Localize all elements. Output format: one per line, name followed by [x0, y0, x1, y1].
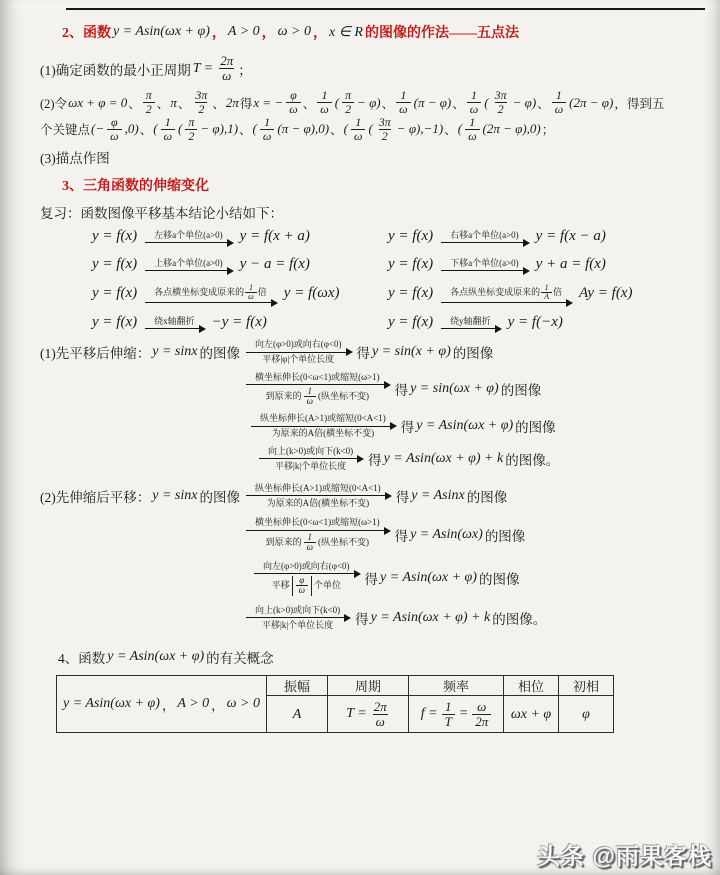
math: y = f(x − a)	[535, 227, 606, 244]
math: (	[484, 94, 489, 110]
arrow-label-bottom: 平移|φ|个单位长度	[262, 354, 335, 365]
arrow-label-top: 绕y轴翻折	[441, 316, 500, 330]
transform-rule-shift-left	[90, 228, 386, 245]
math: y = sin(x + φ)	[372, 344, 451, 360]
fraction: $\frac{1}{T}$	[442, 700, 455, 729]
math: y − a = f(x)	[239, 255, 310, 272]
math: 2π	[225, 94, 239, 110]
txt: 得	[394, 383, 409, 399]
txt: 的图像	[500, 383, 542, 399]
math: (π − φ),0)	[277, 121, 330, 137]
fraction	[217, 54, 236, 83]
txt: 个关键点	[40, 123, 91, 138]
fraction: $\frac{3\pi}{2}$	[494, 88, 507, 117]
txt: ，得到五	[614, 96, 665, 111]
math: y = Asin(ωx + φ)	[107, 649, 205, 665]
txt: (纵坐标不变)	[317, 536, 369, 547]
txt: 的图像。	[492, 612, 547, 627]
fraction: $\frac{1}{\omega}$	[161, 116, 175, 143]
fraction: $\frac{1}{\omega}$	[317, 89, 331, 116]
heading-text: 3、三角函数的伸缩变化	[62, 178, 209, 194]
table-cell-amplitude: A	[267, 696, 328, 733]
txt: ；	[238, 62, 252, 78]
arrow-label-top	[145, 284, 276, 303]
transform-rule-yscale	[386, 284, 706, 303]
math: (	[252, 121, 257, 137]
transform-arrow	[246, 372, 389, 407]
arrow-label-bottom	[266, 385, 369, 406]
math: y = Asin(ωx + φ)	[416, 418, 514, 434]
math: x = −	[253, 94, 284, 110]
transform-arrow	[246, 483, 390, 510]
math: y = sinx	[152, 344, 198, 360]
table-header-row	[57, 676, 614, 696]
txt: 4、函数	[58, 651, 106, 667]
math: (	[153, 121, 158, 137]
txt: 的图像	[515, 420, 556, 436]
arrow-label-top: 横坐标伸长(0<ω<1)或缩短(ω>1)	[246, 372, 389, 386]
math: (π − φ)	[413, 94, 452, 110]
txt: 到原来的	[265, 536, 302, 547]
math: A > 0	[177, 696, 210, 712]
math: (	[368, 121, 373, 137]
block2-step-3	[248, 561, 706, 596]
heading-section-2	[62, 22, 706, 42]
txt: 、	[302, 96, 316, 111]
math: y = Asin(ωx + φ)	[380, 570, 477, 586]
fraction: $\frac{\varphi}{\omega}$	[296, 576, 308, 596]
arrow-label-bottom: 为原来的A倍(横坐标不变)	[266, 497, 370, 508]
math: ω > 0	[277, 24, 312, 39]
math: A > 0	[227, 24, 260, 39]
txt: ，	[313, 26, 328, 41]
txt: 、	[156, 96, 170, 111]
frac-numerator: 2π	[220, 53, 234, 68]
table-cell-frequency: f = $\frac{1}{T}$ = $\frac{\omega}{2\pi}$	[409, 696, 504, 733]
transform-arrow	[246, 605, 349, 632]
math: y = f(ωx)	[283, 284, 340, 301]
math: (−	[91, 121, 105, 137]
col-header-period: 周期	[328, 676, 409, 696]
txt: (2)令	[40, 96, 68, 111]
transform-rule-xscale	[90, 284, 386, 303]
math: y = f(x)	[388, 313, 434, 330]
transform-arrow	[145, 258, 232, 272]
math: (	[343, 121, 348, 137]
math: y = f(x)	[388, 284, 434, 301]
block1-step-2	[240, 372, 706, 407]
math: y = Asin(ωx + φ)	[113, 24, 210, 39]
txt: 、	[330, 123, 343, 138]
txt: 、	[177, 96, 191, 111]
math: y = Asin(ωx + φ)	[63, 696, 160, 712]
math: − φ),1)	[200, 121, 239, 137]
txt: 得	[364, 572, 379, 588]
math: y = Asin(ωx)	[410, 526, 483, 542]
block1-step-3	[245, 413, 706, 440]
math: − φ)	[512, 94, 537, 110]
table-cell-initial-phase: φ	[559, 696, 614, 733]
transform-arrow	[441, 230, 528, 244]
block1-intro-line	[40, 339, 706, 366]
review-note	[40, 202, 706, 222]
transform-arrow	[251, 413, 395, 440]
txt: 、	[239, 123, 252, 138]
arrow-label-top: 上移a个单位(a>0)	[145, 258, 232, 272]
arrow-label-top: 横坐标伸长(0<ω<1)或缩短(ω>1)	[246, 517, 389, 531]
absolute-value-bars	[292, 576, 312, 596]
arrow-label-top: 纵坐标伸长(A>1)或缩短(0<A<1)	[251, 413, 395, 427]
txt: 、	[139, 123, 153, 138]
txt: (3)描点作图	[40, 150, 110, 166]
txt: 到原来的	[265, 391, 302, 402]
txt: 的图像	[199, 346, 240, 362]
fraction: $\frac{\pi}{2}$	[143, 89, 155, 116]
fraction: $\frac{\varphi}{\omega}$	[107, 116, 121, 143]
transform-arrow	[145, 284, 276, 303]
math: −y = f(x)	[211, 313, 267, 330]
txt: 的图像	[478, 572, 520, 588]
fraction: $\frac{1}{\omega}$	[351, 116, 365, 143]
transform-arrow	[145, 316, 204, 330]
fraction: $\frac{1}{\omega}$	[396, 89, 410, 116]
math: (2π − φ)	[569, 94, 614, 110]
table-cell-period: T = $\frac{2\pi}{\omega}$	[328, 696, 409, 733]
fraction: $\frac{1}{\omega}$	[467, 89, 481, 116]
transform-arrow	[441, 258, 528, 272]
paragraph-plot	[40, 147, 706, 167]
math: ,0)	[124, 121, 139, 137]
block2-intro-line	[40, 483, 706, 510]
paragraph-five-points	[40, 89, 706, 116]
block2-step-2	[240, 517, 706, 552]
arrow-label-top: 右移a个单位(a>0)	[441, 230, 528, 244]
txt: 得	[355, 612, 369, 627]
fraction: $\frac{\pi}{2}$	[185, 116, 197, 143]
txt: 的有关概念	[206, 651, 274, 667]
txt: 各点纵坐标变成原来的	[450, 286, 541, 297]
paragraph-period	[40, 54, 706, 83]
transform-grid	[40, 228, 706, 331]
txt: 、	[452, 96, 465, 111]
arrow-label-bottom	[272, 574, 341, 595]
txt: (1)确定函数的最小正周期	[40, 62, 191, 78]
transform-rule-shift-right	[386, 228, 706, 245]
math: y = sin(ωx + φ)	[410, 381, 499, 397]
fraction: $\frac{3\pi}{2}$	[378, 114, 391, 143]
heading-tail: 的图像的作法——五点法	[364, 26, 519, 41]
math: y = f(x + a)	[239, 227, 310, 244]
txt: 的图像。	[505, 453, 560, 469]
table-cell-function	[57, 676, 267, 733]
arrow-label-bottom: 平移|k|个单位长度	[262, 619, 334, 630]
arrow-label-top: 纵坐标伸长(A>1)或缩短(0<A<1)	[246, 483, 390, 497]
col-header-amplitude: 振幅	[267, 676, 328, 696]
math: (	[334, 94, 340, 110]
fraction: $\frac{\omega}{2\pi}$	[472, 700, 491, 729]
math: Ay = f(x)	[579, 284, 633, 301]
fraction: $\frac{3\pi}{2}$	[195, 88, 208, 117]
txt: ，	[211, 698, 225, 714]
arrow-label-top: 左移a个单位(a>0)	[145, 230, 232, 244]
math: y = f(x)	[92, 284, 138, 301]
txt: 、	[128, 96, 141, 111]
txt: 的图像	[199, 490, 240, 505]
txt: 得	[368, 453, 382, 469]
math: y = f(x)	[92, 313, 138, 330]
math: ω > 0	[226, 696, 261, 712]
watermark: 头条 @雨果客栈	[537, 843, 712, 869]
math: y = sinx	[152, 488, 198, 503]
txt: ；	[541, 123, 555, 138]
block1-step-4	[253, 446, 706, 473]
transform-arrow	[441, 284, 571, 303]
txt: 的图像	[484, 528, 526, 544]
txt: 得	[400, 420, 415, 436]
txt: ，	[211, 26, 226, 41]
frac-denominator: ω	[219, 68, 234, 83]
txt: 、	[381, 96, 395, 111]
heading-section-3	[62, 175, 706, 195]
txt: 复习：函数图像平移基本结论小结如下：	[40, 205, 283, 221]
fraction: $\frac{1}{\omega}$	[304, 533, 316, 553]
fraction: $\frac{2\pi}{\omega}$	[373, 698, 387, 729]
txt: (1)先平移后伸缩：	[40, 346, 151, 362]
math: y = f(x)	[92, 227, 138, 244]
txt: 平移	[271, 579, 290, 590]
block2-step-4	[240, 605, 706, 632]
transform-rule-shift-down	[386, 256, 706, 273]
txt: 的图像	[466, 490, 508, 505]
arrow-label-top	[441, 284, 571, 303]
transform-arrow	[145, 230, 232, 244]
math: y = Asin(ωx + φ) + k	[370, 610, 491, 625]
txt: ，	[261, 26, 276, 41]
arrow-label-top: 下移a个单位(a>0)	[441, 258, 528, 272]
txt: 倍	[257, 286, 267, 297]
transform-arrow	[441, 316, 500, 330]
fraction: $\frac{1}{A}$	[541, 284, 552, 301]
math: y = f(x)	[388, 255, 434, 272]
math: (	[457, 121, 463, 137]
txt: 得	[356, 346, 370, 362]
txt: 、	[537, 96, 550, 111]
transform-arrow	[254, 561, 359, 596]
arrow-label-bottom: 为原来的A倍(横坐标不变)	[271, 428, 375, 438]
arrow-label-top: 向左(φ>0)或向右(φ<0)	[246, 339, 351, 353]
txt: 个单位	[313, 579, 341, 590]
arrow-label-top: 向左(φ>0)或向右(φ<0)	[254, 561, 359, 575]
txt: 得	[395, 490, 410, 505]
math: y + a = f(x)	[535, 255, 606, 272]
math: π	[170, 94, 177, 110]
txt: (2)先伸缩后平移：	[40, 490, 151, 505]
transform-rule-flip-x	[90, 314, 386, 331]
math: y = f(x)	[92, 255, 138, 272]
heading-number: 2、函数	[62, 26, 111, 41]
fraction: $\frac{\pi}{2}$	[342, 89, 354, 116]
arrow-label-top: 向上(k>0)或向下(k<0)	[246, 605, 349, 619]
arrow-label-bottom	[266, 531, 369, 552]
arrow-label-top: 向上(k>0)或向下(k<0)	[259, 446, 362, 460]
transform-rule-flip-y	[386, 314, 706, 331]
txt: 得	[239, 96, 253, 111]
transform-arrow	[246, 339, 351, 366]
fraction: $\frac{1}{\omega}$	[245, 284, 257, 301]
arrow-label-bottom: 平移|k|个单位长度	[275, 460, 347, 471]
math: − φ),−1)	[396, 121, 444, 137]
concept-table	[56, 675, 614, 733]
col-header-phase: 相位	[504, 676, 559, 696]
fraction: $\frac{\varphi}{\omega}$	[286, 89, 300, 116]
math: (	[178, 121, 183, 137]
math: − φ)	[357, 94, 381, 110]
txt: 倍	[553, 286, 563, 297]
col-header-frequency: 频率	[409, 676, 504, 696]
paragraph-key-points	[40, 116, 706, 143]
fraction: $\frac{1}{\omega}$	[465, 116, 479, 143]
math: y = f(−x)	[507, 313, 563, 330]
math: T =	[192, 60, 214, 76]
transform-arrow	[246, 517, 389, 552]
txt: 、	[444, 123, 457, 138]
col-header-initial-phase: 初相	[559, 676, 614, 696]
txt: ，	[161, 698, 176, 714]
math: ωx + φ = 0	[68, 94, 128, 110]
arrow-label-top: 绕x轴翻折	[145, 316, 204, 330]
heading-section-4	[58, 647, 706, 667]
txt: 各点横坐标变成原来的	[154, 286, 245, 297]
fraction: $\frac{1}{\omega}$	[552, 89, 566, 116]
txt: 的图像	[452, 346, 494, 362]
math: y = Asin(ωx + φ) + k	[383, 451, 504, 467]
transform-arrow	[259, 446, 362, 473]
math: y = Asinx	[411, 488, 465, 503]
math: y = f(x)	[388, 227, 434, 244]
txt: 、	[212, 96, 225, 111]
math: x ∈ R	[329, 24, 363, 40]
txt: 得	[394, 528, 409, 544]
math: (2π − φ),0)	[482, 121, 541, 137]
txt: (纵坐标不变)	[317, 391, 369, 402]
transform-rule-shift-up	[90, 256, 386, 273]
table-cell-phase: ωx + φ	[504, 696, 559, 733]
fraction: $\frac{1}{\omega}$	[304, 387, 316, 407]
fraction: $\frac{1}{\omega}$	[260, 116, 274, 143]
